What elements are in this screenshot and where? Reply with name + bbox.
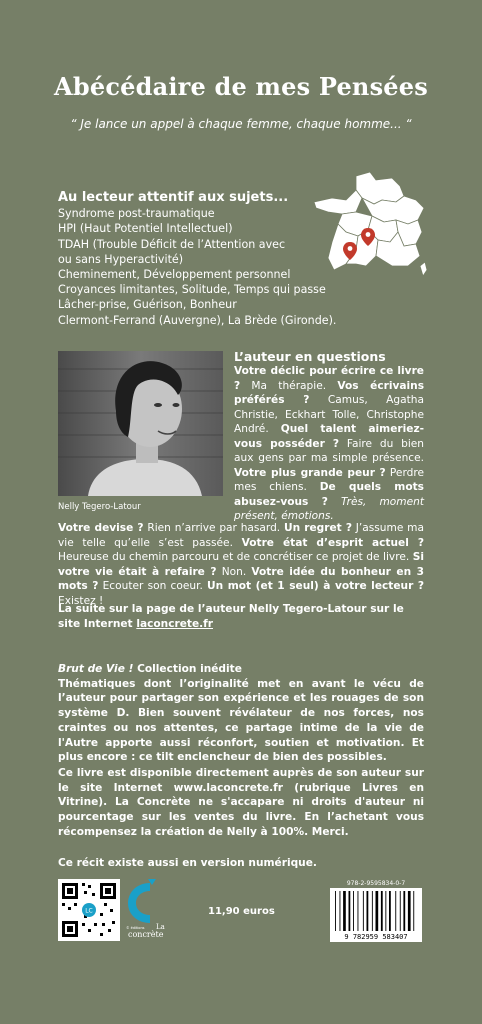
answer: Existez ! [58, 594, 104, 607]
author-photo [58, 351, 223, 496]
list-item: Croyances limitantes, Solitude, Temps qui passe [58, 283, 326, 297]
answer: Rien n’arrive par hasard. [143, 522, 284, 534]
barcode-bar [385, 891, 386, 931]
barcode-bar [372, 891, 373, 931]
digital-version-text: Ce récit existe aussi en version numérique. [58, 857, 317, 869]
barcode-bar [408, 891, 411, 931]
answer: J’assume ma vie telle qu’elle s’est passée. [58, 522, 424, 549]
publisher-small-label: © éditions [126, 926, 145, 930]
barcode-bar [403, 891, 405, 931]
question: Votre idée du bonheur en 3 mots ? [58, 565, 425, 592]
tagline-quote: “ Je lance un appel à chaque femme, chaque homme... “ [70, 117, 412, 131]
answer: Perdre mes chiens. [234, 466, 424, 493]
author-section-title: L’auteur en questions [234, 349, 386, 364]
answer: Heureuse du chemin parcouru et de concrétiser ce projet de livre. [58, 551, 413, 563]
france-map-icon [312, 170, 432, 282]
question: Un regret ? [283, 522, 352, 534]
list-item: Lâcher-prise, Guérison, Bonheur [58, 298, 237, 312]
answer: Très, moment présent, émotions. [234, 495, 424, 522]
list-item: Cheminement, Développement personnel [58, 268, 291, 282]
list-item: Syndrome post-traumatique [58, 207, 215, 221]
barcode-digits: 9 782959 583407 [344, 933, 408, 941]
list-item: HPI (Haut Potentiel Intellectuel) [58, 222, 233, 236]
answer: Ma thérapie. [240, 379, 338, 392]
barcode-bar [389, 891, 391, 931]
availability-text: Ce livre est disponible directement auprès de son auteur sur le site Internet www.laconcrete.fr (rubrique Livres en Vitrine). La Concrète ne s'accapare ni droits d'auteur ni pourcentage sur les ventes du livre. En l’achetant vous récompensez la création de Nelly à 100%. Merci. [58, 767, 424, 838]
book-title: Abécédaire de mes Pensées [54, 72, 428, 101]
collection-description [58, 662, 424, 765]
author-portrait-image [58, 351, 223, 496]
question: Votre déclic pour écrire ce livre ? [234, 365, 424, 392]
question: Votre devise ? [58, 522, 144, 534]
barcode-bar [395, 891, 396, 931]
site-link[interactable]: laconcrete.fr [136, 617, 213, 630]
qr-center-label: LC [85, 907, 93, 915]
publisher-logo [124, 879, 170, 941]
barcode-bar [340, 891, 341, 931]
qr-code-icon [58, 879, 120, 941]
barcode-bar [349, 891, 351, 931]
barcode-bar [353, 891, 354, 931]
question: De quels mots abusez-vous ? [234, 481, 424, 508]
author-site-line [58, 602, 428, 631]
publisher-la: La [156, 923, 165, 931]
author-interview-part2 [58, 521, 424, 608]
photo-caption: Nelly Tegero-Latour [58, 502, 141, 512]
question: Votre état d’esprit actuel ? [241, 536, 424, 549]
collection-label: Collection inédite [133, 663, 242, 675]
list-item: ou sans Hyperactivité) [58, 252, 184, 266]
answer: Ecouter son coeur. [98, 580, 208, 592]
barcode-bar [381, 891, 383, 931]
barcode-bar [413, 891, 414, 931]
author-interview-part1 [234, 364, 424, 524]
question: Vos écrivains préférés ? [234, 379, 424, 406]
barcode-bar [343, 891, 346, 931]
question: Votre plus grande peur ? [234, 466, 386, 479]
barcode-bar [400, 891, 401, 931]
answer: Non. [216, 565, 252, 578]
list-item: TDAH (Trouble Déficit de l’Attention avec [58, 237, 286, 251]
reader-topics-heading: Au lecteur attentif aux sujets... [58, 190, 289, 205]
publisher-name: concrète [128, 930, 164, 939]
question: Quel talent aimeriez-vous posséder ? [234, 423, 425, 450]
question: Un mot (et 1 seul) à votre lecteur ? [207, 580, 424, 592]
barcode-icon [330, 888, 422, 942]
barcode-bar [358, 891, 359, 931]
answer: Faire du bien aux gens par ma simple présence. [234, 437, 425, 464]
answer: Camus, Agatha Christie, Eckhart Tolle, Christophe André. [234, 394, 424, 435]
collection-name: Brut de Vie ! [58, 663, 134, 675]
price-label: 11,90 euros [208, 906, 275, 917]
isbn-label: 978-2-9595834-0-7 [346, 880, 406, 887]
barcode-bar [367, 891, 369, 931]
barcode-bar [376, 891, 379, 931]
barcode-bar [335, 891, 336, 931]
barcode-bar [363, 891, 364, 931]
question: Si votre vie était à refaire ? [58, 551, 424, 578]
collection-text: Thématiques dont l’originalité met en avant le vécu de l’auteur pour partager son expérience et les rouages de son système D. Bien souvent révélateur de nos forces, nos craintes ou nos attentes, ce partage intime de la vie de l'Autre apporte aussi réconfort, soutien et motivation. Et plus encore : ce tilt enclencheur de bien des possibles. [58, 677, 424, 764]
list-item: Clermont-Ferrand (Auvergne), La Brède (Gironde). [58, 313, 337, 327]
site-text: La suite sur la page de l’auteur Nelly Tegero-Latour sur le site Internet [58, 603, 404, 630]
